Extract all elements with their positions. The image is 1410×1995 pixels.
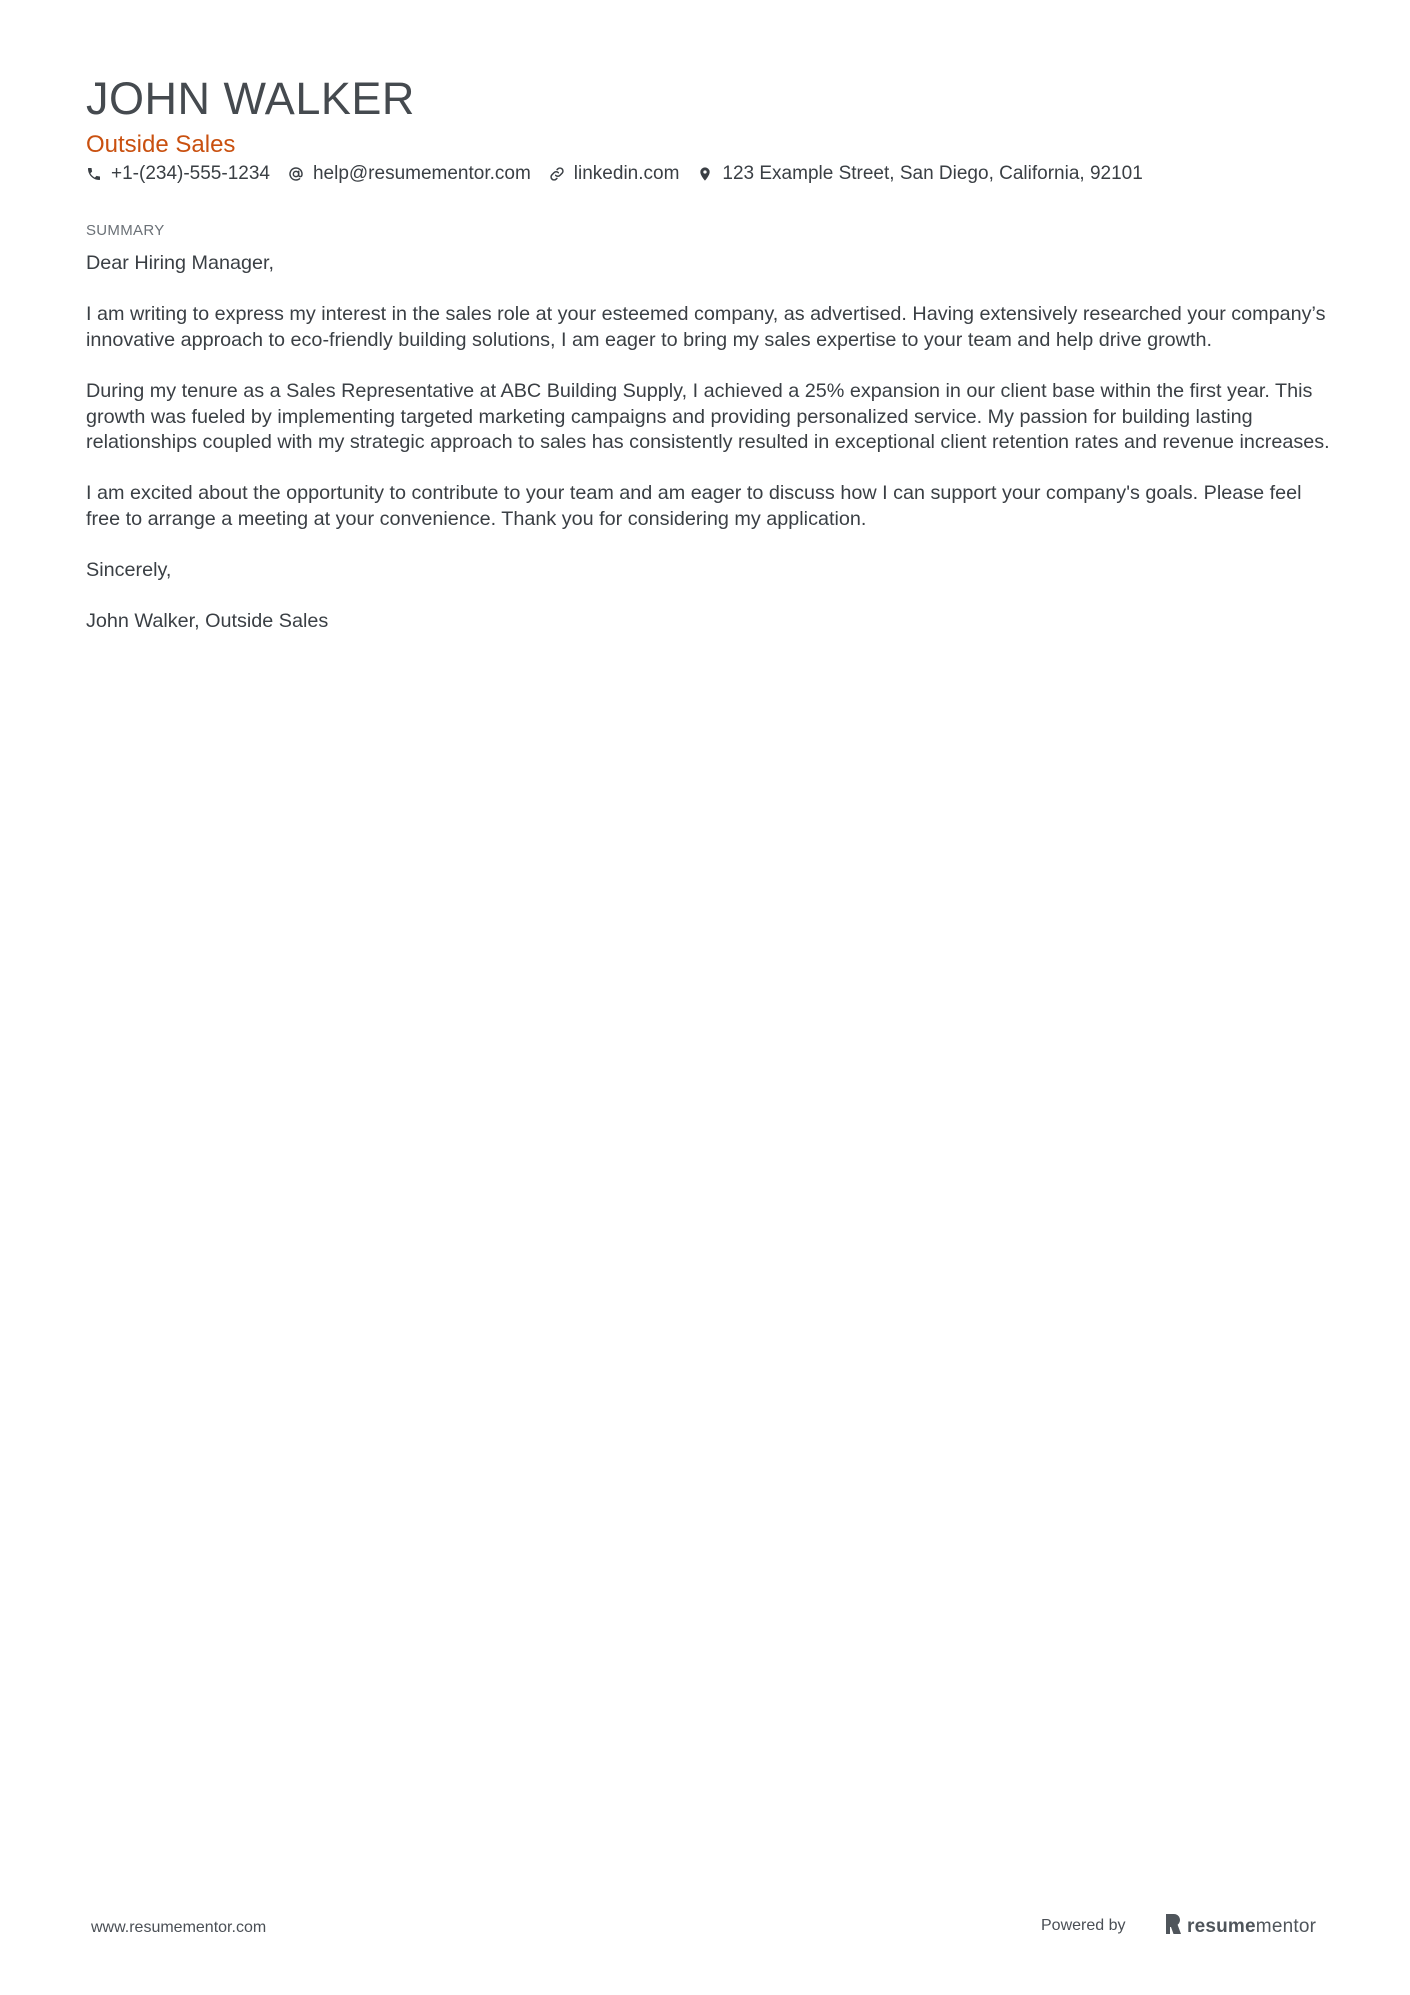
letter-paragraph: I am writing to express my interest in the sales role at your esteemed company, as advertised. Having extensively researched your company’s innovative approach to eco-friendly building solutions, I am eager to bring my sales expertise to your team and help drive growth. xyxy=(86,303,1326,351)
resumementor-logo-icon xyxy=(1164,1913,1187,1940)
contact-phone-text: +1-(234)-555-1234 xyxy=(111,163,270,184)
contact-phone xyxy=(86,163,270,185)
letter-paragraph: I am excited about the opportunity to contribute to your team and am eager to discuss how I can support your company's goals. Please feel free to arrange a meeting at your convenience. Thank you for considering my application. xyxy=(86,482,1302,530)
phone-icon xyxy=(86,166,102,182)
brand-wordmark xyxy=(1187,1916,1316,1938)
contact-email xyxy=(288,163,531,185)
contact-info-row xyxy=(86,163,1161,185)
brand-logo[interactable] xyxy=(1164,1913,1316,1940)
link-icon xyxy=(549,166,565,182)
contact-linkedin xyxy=(549,163,680,185)
letter-greeting: Dear Hiring Manager, xyxy=(86,252,275,274)
brand-wordmark-regular: mentor xyxy=(1255,1915,1317,1937)
footer-powered-by: Powered by xyxy=(1041,1917,1126,1934)
summary-section-label: SUMMARY xyxy=(86,222,165,239)
contact-address xyxy=(697,163,1142,185)
footer-website-link[interactable]: www.resumementor.com xyxy=(91,1919,267,1936)
contact-address-text: 123 Example Street, San Diego, California, 92101 xyxy=(722,163,1143,184)
brand-wordmark-bold: resume xyxy=(1187,1915,1256,1937)
letter-paragraph: During my tenure as a Sales Representative at ABC Building Supply, I achieved a 25% expansion in our client base within the first year. This growth was fueled by implementing targeted marketing campaigns and providing personalized service. My passion for building lasting relationships coupled with my strategic approach to sales has consistently resulted in exceptional client retention rates and revenue increases. xyxy=(86,379,1330,454)
letter-closing: Sincerely, xyxy=(86,559,172,582)
candidate-role: Outside Sales xyxy=(86,131,236,158)
letter-body xyxy=(86,251,1336,661)
location-pin-icon xyxy=(697,166,713,182)
contact-linkedin-text: linkedin.com xyxy=(573,163,680,184)
candidate-name: JOHN WALKER xyxy=(86,73,415,124)
at-icon xyxy=(288,166,304,182)
letter-signature: John Walker, Outside Sales xyxy=(86,610,329,633)
contact-email-text: help@resumementor.com xyxy=(312,163,531,184)
